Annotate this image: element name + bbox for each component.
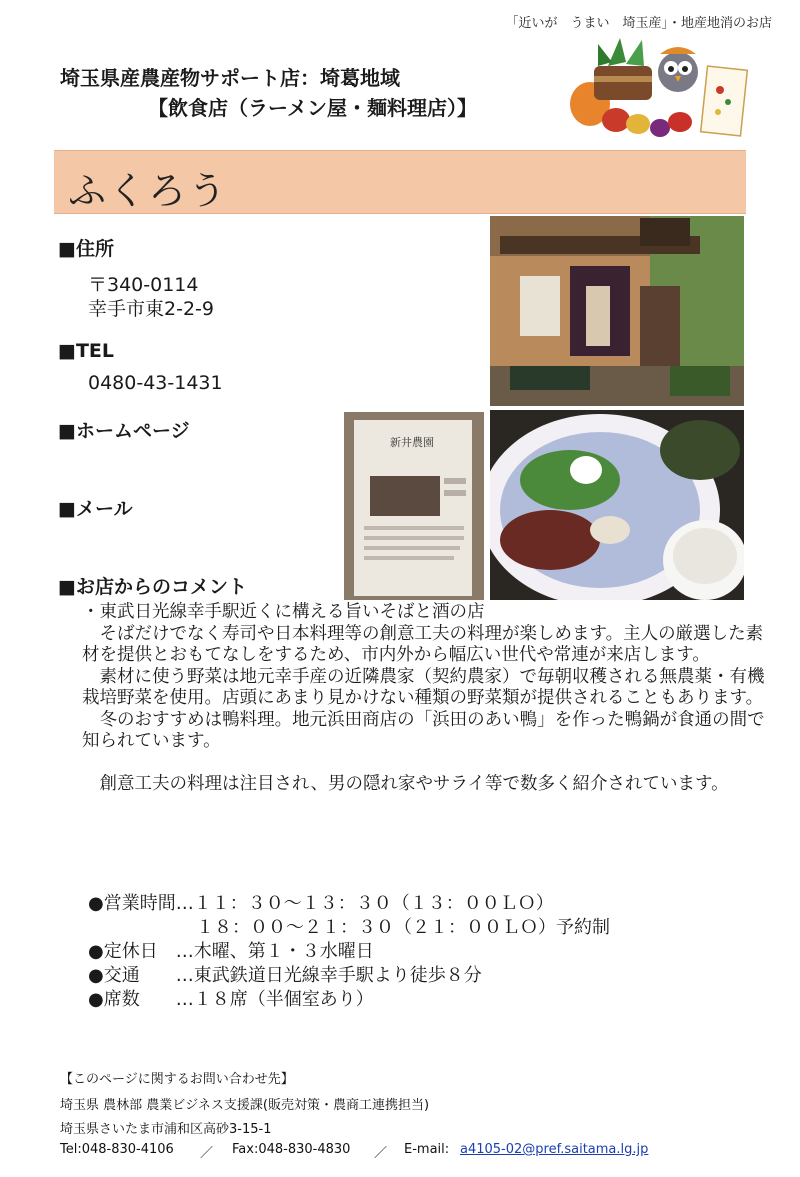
- tel-label: ■TEL: [58, 340, 114, 362]
- comment-body: [82, 602, 772, 795]
- flyer-photo: [344, 412, 484, 600]
- header-title: 埼玉県産農産物サポート店：埼葛地域: [60, 66, 400, 90]
- comment-paragraph: 冬のおすすめは鴨料理。地元浜田商店の「浜田のあい鴨」を作った鴨鍋が食通の間で知られています。: [82, 709, 765, 751]
- street-address: 幸手市東2-2-9: [88, 298, 214, 320]
- storefront-photo: [490, 216, 744, 406]
- contact-separator: ／: [200, 1146, 214, 1161]
- contact-fax: Fax:048-830-4830: [232, 1142, 351, 1157]
- contact-email-label: E-mail:: [404, 1142, 450, 1157]
- contact-separator: ／: [374, 1146, 388, 1161]
- comment-spacer: [82, 753, 772, 774]
- contact-email-link[interactable]: a4105-02@pref.saitama.lg.jp: [460, 1142, 649, 1157]
- header-category: 【飲食店（ラーメン屋・麺料理店）】: [148, 96, 477, 120]
- food-photo: [490, 410, 744, 600]
- contact-heading: 【このページに関するお問い合わせ先】: [60, 1072, 294, 1087]
- closed-days: ●定休日 …木曜、第１・３水曜日: [88, 941, 374, 962]
- homepage-label: ■ホームページ: [58, 420, 190, 442]
- comment-paragraph: そばだけでなく寿司や日本料理等の創意工夫の料理が楽しめます。主人の厳選した素材を提供とおもてなしをするため、市内外から幅広い世代や常連が来店します。: [82, 623, 764, 665]
- contact-address: 埼玉県さいたま市浦和区高砂3-15-1: [60, 1122, 272, 1137]
- tel-number: 0480-43-1431: [88, 372, 223, 394]
- mail-label: ■メール: [58, 498, 133, 520]
- seat-info: ●席数 …１８席（半個室あり）: [88, 989, 374, 1010]
- comment-paragraph: 創意工夫の料理は注目され、男の隠れ家やサライ等で数多く紹介されています。: [82, 773, 729, 794]
- shop-name: ふくろう: [68, 169, 229, 213]
- business-info: [88, 892, 610, 1012]
- access-info: ●交通 …東武鉄道日光線幸手駅より徒歩８分: [88, 965, 482, 986]
- tagline: 「近いが うまい 埼玉産」・地産地消のお店: [505, 16, 772, 31]
- contact-department: 埼玉県 農林部 農業ビジネス支援課(販売対策・農商工連携担当): [60, 1098, 430, 1113]
- comment-label: ■お店からのコメント: [58, 576, 247, 598]
- address-label: ■住所: [58, 238, 114, 260]
- comment-paragraph: 素材に使う野菜は地元幸手産の近隣農家（契約農家）で毎朝収穫される無農薬・有機栽培野菜を使用。店頭にあまり見かけない種類の野菜類が提供されることもあります。: [82, 666, 765, 708]
- business-hours-evening: １８：００～２１：３０（２１：００ＬＯ）予約制: [88, 917, 610, 938]
- contact-tel: Tel:048-830-4106: [60, 1142, 174, 1157]
- postal-code: 〒340-0114: [88, 274, 199, 296]
- business-hours: ●営業時間…１１：３０～１３：３０（１３：００ＬＯ）: [88, 893, 554, 914]
- comment-paragraph: ・東武日光線幸手駅近くに構える旨いそばと酒の店: [82, 602, 485, 622]
- flyer-title: 新井農園: [390, 436, 434, 449]
- mascot-logo: [568, 32, 748, 142]
